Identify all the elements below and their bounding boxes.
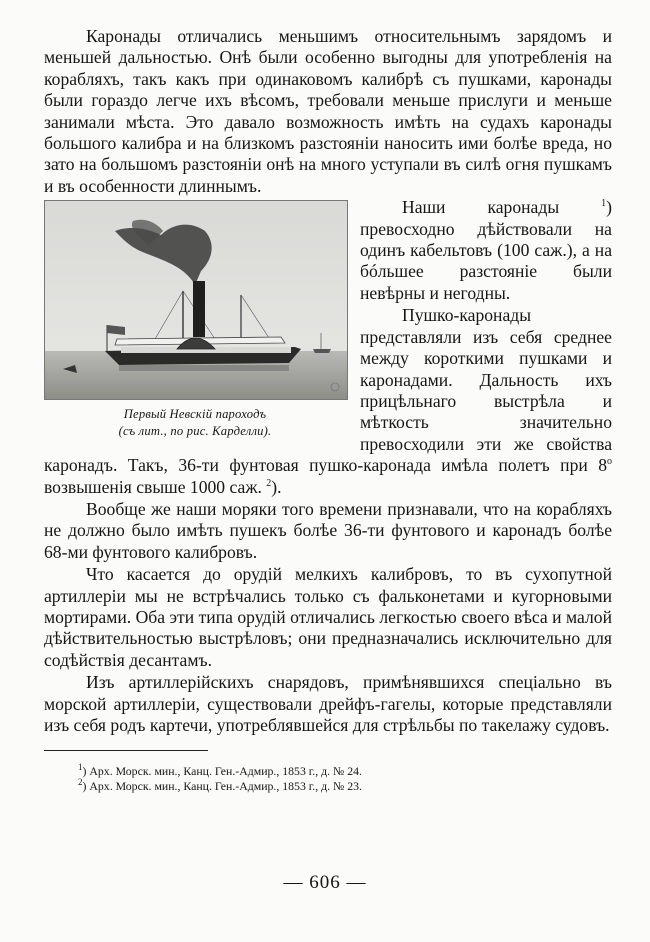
figure-caption	[44, 406, 346, 439]
footnote-divider	[44, 750, 208, 751]
page-body	[44, 26, 612, 793]
page-number: — 606 —	[283, 872, 367, 893]
footnote-1-text: ) Арх. Морск. мин., Канц. Ген.-Адмир., 1853 г., д. № 24.	[82, 764, 363, 779]
paragraph-5-text: Что касается до орудій мелкихъ калибровъ, то въ сухопутной артиллеріи мы не встрѣчались только съ фальконетами и кугорновыми мортирами. Оба эти типа орудій отличались легкостью своего вѣса и малой дѣйствительностью выстрѣловъ; они предназначались исключительно для содѣйствія десантамъ.	[44, 564, 612, 670]
footnote-ref-2: 2	[266, 477, 272, 489]
paragraph-small-calibers	[44, 564, 612, 671]
paragraph-1-text: Каронады отличались меньшимъ относительнымъ зарядомъ и меньшей дальностью. Онѣ были особенно выгодны для употребленія на корабляхъ, такъ какъ при одинаковомъ калибрѣ съ пушками, каронады были гораздо легче ихъ вѣсомъ, требовали меньше прислуги и меньше занимали мѣста. Это давало возможность имѣть на судахъ каронады большого калибра и на близкомъ разстояніи наносить ими болѣе вреда, но зато на большомъ разстояніи онѣ на много уступали въ силѣ огня пушкамъ и въ особенности длиннымъ.	[44, 26, 612, 196]
caption-source: (съ лит., по рис. Карделли).	[118, 423, 272, 438]
steamship-illustration	[44, 200, 348, 400]
paragraph-2-text-start: Наши каронады	[402, 197, 560, 218]
footnote-1-mark: 1	[78, 762, 83, 773]
paragraph-carronades	[44, 26, 612, 197]
footnote-2	[78, 776, 612, 793]
paragraph-projectiles	[44, 672, 612, 736]
paragraph-3-text-start: Пушко-каронады представляли изъ себя среднее между короткими пушками и каронадами. Дальность ихъ прицѣльнаго выстрѣла и мѣткость значительно превосходили эти же свойства каронадъ. Такъ, 36-ти фунтовая пушко-каронада имѣла полетъ при 8	[44, 305, 612, 476]
paragraph-4-text: Вообще же наши моряки того времени признавали, что на корабляхъ не должно было имѣть пушекъ болѣе 36-ти фунтового и каронадъ болѣе 68-ми фунтового калибровъ.	[44, 498, 612, 562]
paragraph-6-text: Изъ артиллерійскихъ снарядовъ, примѣнявшихся спеціально въ морской артиллеріи, существовали дрейфъ-гагелы, которые представляли изъ себя родъ картечи, употреблявшейся для стрѣльбы по такелажу судовъ.	[44, 672, 612, 735]
degree-mark: о	[607, 456, 612, 468]
paragraph-naval-guns	[44, 499, 612, 563]
paragraph-3-text-middle: возвышенія свыше 1000 саж.	[44, 476, 262, 497]
footnote-1	[78, 764, 612, 778]
figure	[44, 200, 346, 439]
caption-title: Первый Невскій пароходъ	[123, 407, 267, 422]
paragraph-3-text-end: ).	[271, 476, 282, 497]
steamship-drawing	[45, 201, 347, 399]
footnote-2-text: ) Арх. Морск. мин., Канц. Ген.-Адмир., 1853 г., д. № 23.	[82, 778, 363, 793]
footnote-ref-1: 1	[601, 198, 607, 210]
footnote-2-mark: 2	[78, 776, 83, 787]
paragraph-2-text-end: ) превосходно дѣйствовали на одинъ кабельтовъ (100 саж.), а на бóльшее разстояніе были невѣрны и негодны.	[360, 197, 612, 303]
